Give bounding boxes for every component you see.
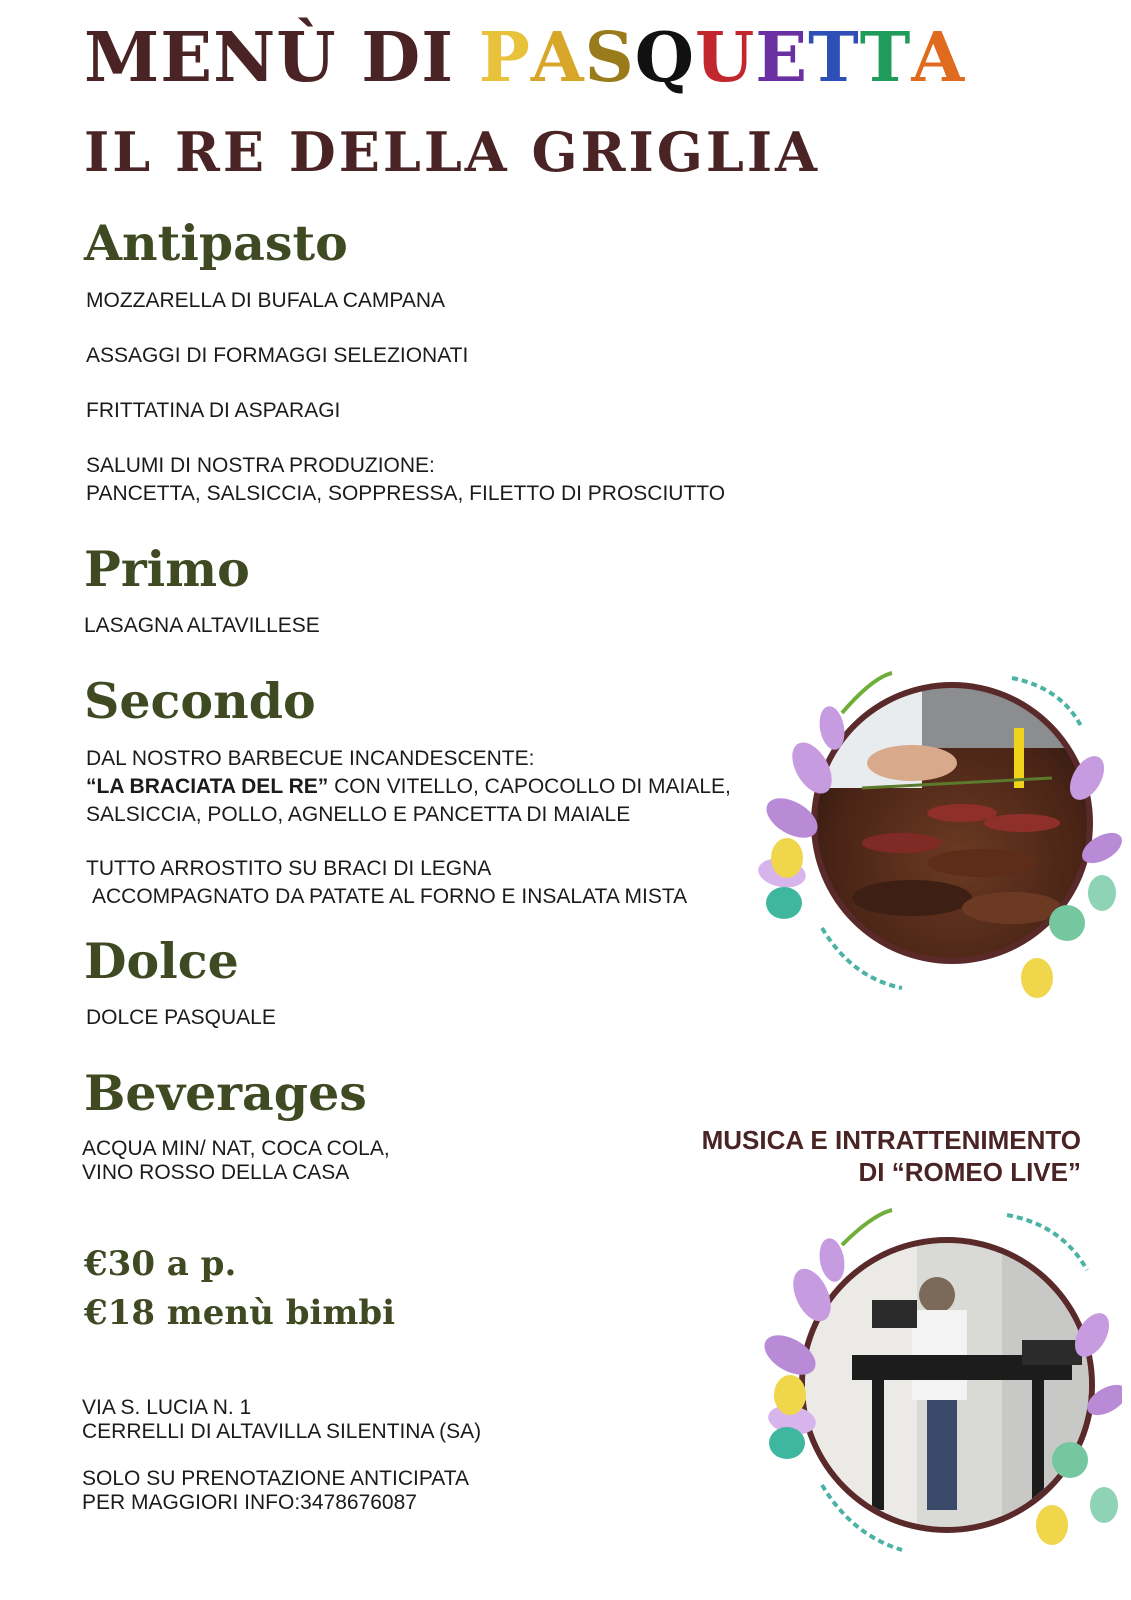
title-segment: U xyxy=(694,18,756,98)
price-adult: €30 a p. xyxy=(84,1244,237,1284)
beverage-item: VINO ROSSO DELLA CASA xyxy=(82,1161,350,1184)
primo-item: LASAGNA ALTAVILLESE xyxy=(84,614,320,637)
address-line: VIA S. LUCIA N. 1 xyxy=(82,1396,252,1419)
title-segment: A xyxy=(911,18,966,98)
barbecue-photo-wreath xyxy=(752,658,1122,1008)
braciata-name: “LA BRACIATA DEL RE” xyxy=(86,775,329,798)
menu-subtitle: IL RE DELLA GRIGLIA xyxy=(84,120,820,184)
section-title-secondo: Secondo xyxy=(84,672,316,730)
dolce-item: DOLCE PASQUALE xyxy=(86,1006,276,1029)
antipasto-item: SALUMI DI NOSTRA PRODUZIONE: xyxy=(86,454,435,477)
title-segment: E xyxy=(755,18,809,98)
music-announcement xyxy=(702,1124,1081,1188)
title-segment: MENÙ DI xyxy=(84,18,479,98)
title-segment: T xyxy=(859,18,912,98)
price-kids: €18 menù bimbi xyxy=(84,1293,396,1333)
section-title-dolce: Dolce xyxy=(84,932,239,990)
title-segment: Q xyxy=(634,18,695,98)
section-title-primo: Primo xyxy=(84,540,250,598)
antipasto-item: ASSAGGI DI FORMAGGI SELEZIONATI xyxy=(86,344,469,367)
secondo-line: SALSICCIA, POLLO, AGNELLO E PANCETTA DI MAIALE xyxy=(86,803,631,826)
antipasto-item: PANCETTA, SALSICCIA, SOPPRESSA, FILETTO DI PROSCIUTTO xyxy=(86,482,726,505)
secondo-line: DAL NOSTRO BARBECUE INCANDESCENTE: xyxy=(86,747,535,770)
title-segment: A xyxy=(530,18,585,98)
address-line: CERRELLI DI ALTAVILLA SILENTINA (SA) xyxy=(82,1420,482,1443)
title-segment: P xyxy=(478,18,531,98)
title-segment: T xyxy=(808,18,860,98)
section-title-beverages: Beverages xyxy=(84,1064,367,1122)
antipasto-item: FRITTATINA DI ASPARAGI xyxy=(86,399,341,422)
title-segment: S xyxy=(584,18,635,98)
booking-line: PER MAGGIORI INFO:3478676087 xyxy=(82,1491,417,1514)
music-line: DI “ROMEO LIVE” xyxy=(858,1157,1081,1187)
beverage-item: ACQUA MIN/ NAT, COCA COLA, xyxy=(82,1137,390,1160)
booking-line: SOLO SU PRENOTAZIONE ANTICIPATA xyxy=(82,1467,470,1490)
music-line: MUSICA E INTRATTENIMENTO xyxy=(701,1125,1081,1155)
braciata-rest: CON VITELLO, CAPOCOLLO DI MAIALE, xyxy=(328,775,731,798)
dj-photo-wreath xyxy=(752,1205,1122,1565)
section-title-antipasto: Antipasto xyxy=(84,214,348,272)
secondo-line: ACCOMPAGNATO DA PATATE AL FORNO E INSALATA MISTA xyxy=(92,885,688,908)
secondo-line xyxy=(86,773,731,801)
antipasto-item: MOZZARELLA DI BUFALA CAMPANA xyxy=(86,289,446,312)
menu-title xyxy=(84,18,966,98)
secondo-line: TUTTO ARROSTITO SU BRACI DI LEGNA xyxy=(86,857,492,880)
